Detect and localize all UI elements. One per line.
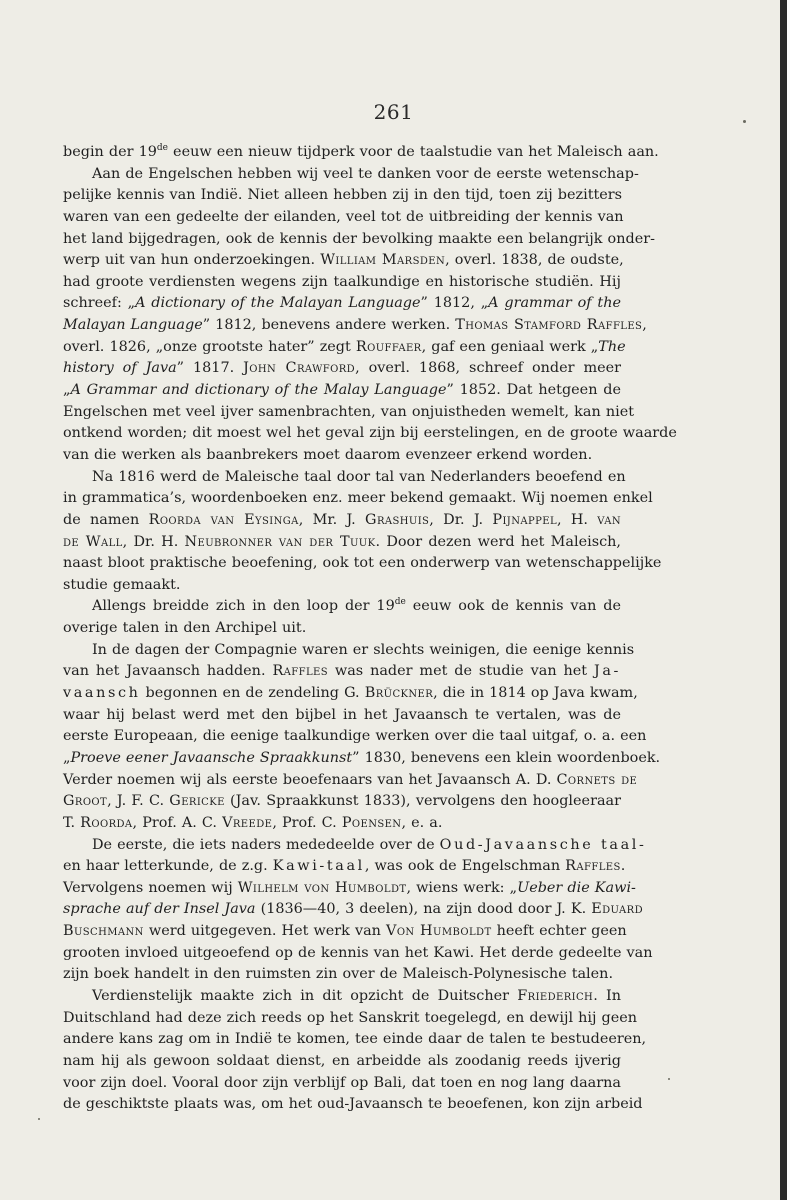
text-segment: Cornets de xyxy=(556,771,638,788)
text-line xyxy=(63,532,621,554)
text-line xyxy=(63,943,653,965)
text-segment: history of Java xyxy=(63,360,177,377)
text-segment: , wiens werk: „ xyxy=(406,879,518,896)
text-segment: schreef: „ xyxy=(63,295,136,312)
text-segment: andere kans zag om in Indië te komen, tee einde daar de talen te bestudeeren, xyxy=(63,1031,647,1048)
text-segment: „ xyxy=(63,382,71,399)
text-segment: T. xyxy=(63,814,81,831)
text-segment: , overl. 1838, de oudste, xyxy=(445,252,624,269)
text-line xyxy=(63,358,621,380)
text-segment: Eduard xyxy=(591,901,644,918)
text-segment: ” 1812, „ xyxy=(420,295,489,312)
text-segment: Allengs breidde zich in den loop der 19 xyxy=(92,598,395,615)
text-line xyxy=(63,835,647,857)
text-segment: . In xyxy=(593,987,621,1004)
text-line xyxy=(63,683,638,705)
text-line xyxy=(63,770,638,792)
text-segment: Neubronner van der Tuuk xyxy=(184,533,376,550)
text-segment: Grashuis xyxy=(365,511,430,528)
text-segment: waar hij belast werd met den bijbel in het Javaansch te vertalen, was de xyxy=(63,706,621,723)
text-line xyxy=(63,748,661,770)
text-segment: ” 1830, benevens een klein woordenboek. xyxy=(352,749,661,766)
text-segment: de xyxy=(394,597,406,608)
text-line xyxy=(63,185,621,207)
text-segment: A Grammar and dictionary of the Malay Language xyxy=(70,382,447,399)
text-segment: en haar letterkunde, de z.g. xyxy=(63,858,273,875)
text-line xyxy=(63,337,626,359)
text-segment: Poensen xyxy=(341,814,402,831)
text-segment: Pijnappel xyxy=(492,511,557,528)
text-segment: de Wall xyxy=(63,533,123,550)
text-line xyxy=(63,1029,647,1051)
text-segment: eeuw een nieuw tijdperk voor de taalstudie van het Maleisch aan. xyxy=(167,144,659,160)
text-segment: , was ook de Engelschman xyxy=(364,858,566,875)
text-segment: Von Humboldt xyxy=(386,923,492,940)
text-line xyxy=(63,921,627,943)
text-segment: Verder noemen wij als eerste beoefenaars van het Javaansch A. D. xyxy=(63,771,557,788)
text-segment: Wilhelm von Humboldt xyxy=(237,879,407,896)
text-segment: voor zijn doel. Vooral door zijn verblijf op Bali, dat toen en nog lang daarna xyxy=(63,1074,621,1091)
text-segment: Ja- xyxy=(593,663,621,680)
text-segment: De eerste, die iets naders mededeelde over de xyxy=(92,836,440,853)
text-segment: overl. 1826, „onze grootste hater” zegt xyxy=(63,338,356,355)
text-segment: vaansch xyxy=(63,685,141,702)
page-edge-shadow xyxy=(780,0,787,1200)
text-line xyxy=(63,575,621,597)
text-segment: Friederich xyxy=(517,987,594,1004)
text-line xyxy=(63,596,621,618)
text-segment: The xyxy=(598,338,626,355)
text-segment: Vervolgens noemen wij xyxy=(63,879,238,896)
text-line xyxy=(63,726,647,748)
text-line xyxy=(63,640,635,662)
paper-speck xyxy=(38,1118,40,1120)
text-line xyxy=(63,164,639,186)
text-segment: . Door dezen werd het Maleisch, xyxy=(375,533,621,550)
text-segment: ” 1812, benevens andere werken. xyxy=(202,317,456,334)
text-line xyxy=(63,553,662,575)
paper-speck xyxy=(743,120,746,123)
text-segment: Ueber die Kawi- xyxy=(517,879,636,896)
text-line xyxy=(63,1051,621,1073)
text-segment: , overl. 1868, schreef onder meer xyxy=(355,360,622,377)
text-segment: heeft echter geen xyxy=(491,923,627,940)
text-segment: het land bijgedragen, ook de kennis der bevolking maakte een belangrijk onder- xyxy=(63,230,655,247)
text-segment: , die in 1814 op Java kwam, xyxy=(433,685,638,702)
text-segment: overige talen in den Archipel uit. xyxy=(63,620,307,637)
text-segment: zijn boek handelt in den ruimsten zin over de Maleisch-Polynesische talen. xyxy=(63,966,614,983)
text-segment: ” 1852. Dat hetgeen de xyxy=(446,382,621,399)
text-segment: Duitschland had deze zich reeds op het Sanskrit toegelegd, en dewijl hij geen xyxy=(63,1009,638,1026)
text-line xyxy=(63,142,659,164)
text-segment: Vreede xyxy=(222,814,273,831)
body-text xyxy=(63,142,677,1116)
text-segment: naast bloot praktische beoefening, ook tot een onderwerp van wetenschappelijke xyxy=(63,555,662,572)
text-segment: Malayan Language xyxy=(63,317,203,334)
text-line xyxy=(63,1073,621,1095)
text-segment: Groot xyxy=(63,793,108,810)
text-segment: . xyxy=(620,858,626,875)
text-segment: werd uitgegeven. Het werk van xyxy=(143,923,387,940)
text-segment: William Marsden xyxy=(320,252,446,269)
text-segment: Na 1816 werd de Maleische taal door tal van Nederlanders beoefend en xyxy=(92,468,626,485)
text-segment: , Dr. J. xyxy=(429,511,493,528)
text-segment: eeuw ook de kennis van de xyxy=(405,598,621,615)
text-segment: „ xyxy=(63,749,71,766)
text-segment: pelijke kennis van Indië. Niet alleen hebben zij in den tijd, toen zij bezitters xyxy=(63,187,623,204)
text-segment: de namen xyxy=(63,511,149,528)
text-segment: van die werken als baanbrekers moet daarom evenzeer erkend worden. xyxy=(63,446,593,463)
text-segment: Roorda xyxy=(80,814,133,831)
text-segment: , Mr. J. xyxy=(298,511,366,528)
text-segment: werp uit van hun onderzoekingen. xyxy=(63,252,321,269)
text-segment: Engelschen met veel ijver samenbrachten, van onjuistheden wemelt, kan niet xyxy=(63,403,634,420)
text-segment: Raffles xyxy=(565,858,621,875)
text-line xyxy=(63,250,624,272)
text-segment: John Crawford xyxy=(243,360,356,377)
text-segment: , Prof. C. xyxy=(272,814,342,831)
text-segment: van xyxy=(597,511,621,528)
text-segment: in grammatica’s, woordenboeken enz. meer bekend gemaakt. Wij noemen enkel xyxy=(63,490,653,507)
text-segment: A dictionary of the Malayan Language xyxy=(135,295,421,312)
text-segment: , H. xyxy=(557,511,598,528)
text-segment: , gaf een geniaal werk „ xyxy=(421,338,599,355)
text-line xyxy=(63,964,621,986)
text-segment: eerste Europeaan, die eenige taalkundige werken over die taal uitgaf, o. a. een xyxy=(63,728,647,745)
text-segment: Roorda van Eysinga xyxy=(148,511,299,528)
text-segment: van het Javaansch hadden. xyxy=(63,663,273,680)
text-line xyxy=(63,618,621,640)
text-segment: Thomas Stamford Raffles xyxy=(455,317,643,334)
text-segment: In de dagen der Compagnie waren er slechts weinigen, die eenige kennis xyxy=(92,641,635,658)
text-line xyxy=(63,1008,638,1030)
text-segment: , e. a. xyxy=(401,814,443,831)
text-line xyxy=(63,791,621,813)
text-line xyxy=(63,315,647,337)
text-segment: Raffles xyxy=(272,663,328,680)
text-line xyxy=(63,856,626,878)
text-line xyxy=(63,272,621,294)
text-line xyxy=(63,380,621,402)
text-segment: sprache auf der Insel Java xyxy=(63,901,256,918)
text-line xyxy=(63,207,624,229)
text-segment: , Dr. H. xyxy=(122,533,185,550)
text-segment: grooten invloed uitgeoefend op de kennis van het Kawi. Het derde gedeelte van xyxy=(63,944,653,961)
text-line xyxy=(63,813,621,835)
text-segment: Buschmann xyxy=(63,923,144,940)
text-segment: studie gemaakt. xyxy=(63,576,181,593)
text-segment: Brückner xyxy=(364,685,434,702)
text-line xyxy=(63,229,655,251)
text-line xyxy=(63,510,621,532)
text-segment: , J. F. C. xyxy=(107,793,170,810)
text-segment: Rouffaer xyxy=(355,338,422,355)
text-segment: de geschiktste plaats was, om het oud-Javaansch te beoefenen, kon zijn arbeid xyxy=(63,1096,643,1113)
text-segment: Gericke xyxy=(169,793,225,810)
paper-speck xyxy=(668,1078,670,1080)
text-segment: Proeve eener Javaansche Spraakkunst xyxy=(70,749,353,766)
text-segment: ” 1817. xyxy=(176,360,244,377)
text-line xyxy=(63,878,636,900)
text-line xyxy=(63,293,621,315)
text-segment: was nader met de studie van het xyxy=(327,663,594,680)
text-segment: Kawi-taal xyxy=(272,858,365,875)
text-segment: de xyxy=(156,143,168,153)
text-segment: A grammar of the xyxy=(488,295,621,312)
text-segment: (Jav. Spraakkunst 1833), vervolgens den hoogleeraar xyxy=(224,793,621,810)
text-segment: begin der 19 xyxy=(63,144,157,160)
text-segment: had groote verdiensten wegens zijn taalkundige en historische studiën. Hij xyxy=(63,273,621,290)
text-line xyxy=(63,402,634,424)
text-line xyxy=(63,445,621,467)
text-segment: Oud-Javaansche taal- xyxy=(439,836,647,853)
text-line xyxy=(63,488,653,510)
text-line xyxy=(63,1094,643,1116)
text-segment: , xyxy=(642,317,647,334)
text-segment: begonnen en de zendeling G. xyxy=(140,685,365,702)
text-segment: , Prof. A. C. xyxy=(132,814,223,831)
text-segment: (1836—40, 3 deelen), na zijn dood door J. K. xyxy=(255,901,592,918)
text-line xyxy=(63,423,677,445)
text-line xyxy=(63,705,621,727)
text-segment: Aan de Engelschen hebben wij veel te danken voor de eerste wetenschap- xyxy=(92,165,639,182)
text-line xyxy=(63,986,621,1008)
text-line xyxy=(63,661,621,683)
text-line xyxy=(63,899,644,921)
text-segment: ontkend worden; dit moest wel het geval zijn bij eerstelingen, en de groote waarde xyxy=(63,425,677,442)
page-number: 261 xyxy=(373,100,414,124)
text-line xyxy=(63,467,626,489)
text-segment: Verdienstelijk maakte zich in dit opzicht de Duitscher xyxy=(92,987,518,1004)
text-segment: nam hij als gewoon soldaat dienst, en arbeidde als zoodanig reeds ijverig xyxy=(63,1052,621,1069)
text-segment: waren van een gedeelte der eilanden, veel tot de uitbreiding der kennis van xyxy=(63,208,624,225)
